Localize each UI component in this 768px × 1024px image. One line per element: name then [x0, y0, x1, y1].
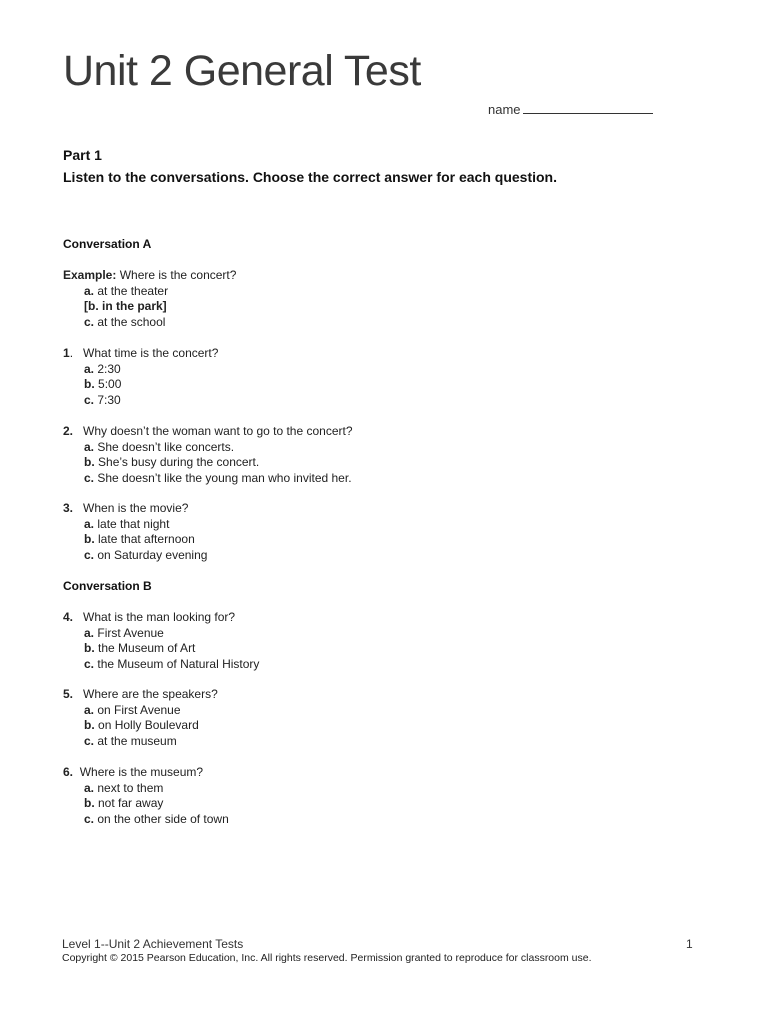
question-text: Where are the speakers? [83, 687, 218, 701]
conversation-a-heading: Conversation A [63, 237, 152, 251]
question-text: What is the man looking for? [83, 610, 236, 624]
name-label: name [488, 102, 521, 117]
conversation-b-heading: Conversation B [63, 579, 152, 593]
example-question-text: Where is the concert? [119, 268, 237, 282]
option-c: c. the Museum of Natural History [84, 656, 260, 671]
question-number: 2. [63, 424, 74, 438]
option-b: b. 5:00 [84, 377, 122, 391]
option-a: a. She doesn’t like concerts. [84, 439, 235, 454]
question-4 [63, 610, 259, 672]
question-stem [63, 687, 218, 703]
question-number: 3. [63, 501, 74, 515]
example-question [63, 268, 236, 330]
example-option-a: a. at the theater [84, 283, 169, 298]
example-stem [63, 268, 236, 284]
option-c: c. at the museum [84, 733, 177, 748]
option-a: a. on First Avenue [84, 702, 181, 717]
question-5 [63, 687, 218, 749]
question-text: Where is the museum? [79, 765, 204, 779]
question-1 [63, 346, 218, 408]
option-b: b. on Holly Boulevard [84, 718, 199, 732]
option-a: a. 2:30 [84, 361, 121, 376]
question-text: When is the movie? [83, 501, 189, 515]
question-3 [63, 501, 207, 563]
example-label: Example: [63, 268, 117, 282]
question-stem: 1. What time is the concert? [63, 346, 219, 360]
question-stem [63, 610, 259, 626]
name-blank-line [523, 101, 653, 114]
example-option-c: c. at the school [84, 314, 166, 329]
option-b: b. late that afternoon [84, 532, 195, 546]
question-number: 6. [63, 765, 74, 779]
question-stem [63, 424, 353, 440]
question-number: 1 [63, 346, 70, 360]
option-b: b. She’s busy during the concert. [84, 455, 260, 469]
option-c: c. She doesn’t like the young man who invited her. [84, 470, 352, 485]
question-6 [63, 765, 229, 827]
copyright-notice: Copyright © 2015 Pearson Education, Inc. All rights reserved. Permission granted to reproduce for classroom use. [62, 952, 592, 964]
instructions: Listen to the conversations. Choose the correct answer for each question. [63, 169, 557, 185]
page-title: Unit 2 General Test [63, 47, 421, 95]
option-a: a. First Avenue [84, 625, 164, 640]
page-number: 1 [686, 937, 693, 951]
question-stem [63, 501, 207, 517]
question-text: Why doesn’t the woman want to go to the concert? [83, 424, 353, 438]
option-c: c. 7:30 [84, 392, 121, 407]
question-text: What time is the concert? [83, 346, 219, 360]
question-stem [63, 765, 229, 781]
question-number: 4. [63, 610, 74, 624]
footer-title: Level 1--Unit 2 Achievement Tests [62, 937, 244, 951]
option-b: b. the Museum of Art [84, 641, 196, 655]
option-c: c. on the other side of town [84, 811, 229, 826]
question-number: 5. [63, 687, 74, 701]
option-b: b. not far away [84, 796, 164, 810]
example-option-b-answer: [b. in the park] [84, 299, 167, 313]
option-c: c. on Saturday evening [84, 547, 208, 562]
question-2 [63, 424, 353, 486]
part-heading: Part 1 [63, 147, 102, 163]
option-a: a. next to them [84, 780, 164, 795]
option-a: a. late that night [84, 516, 170, 531]
name-field [488, 101, 653, 117]
